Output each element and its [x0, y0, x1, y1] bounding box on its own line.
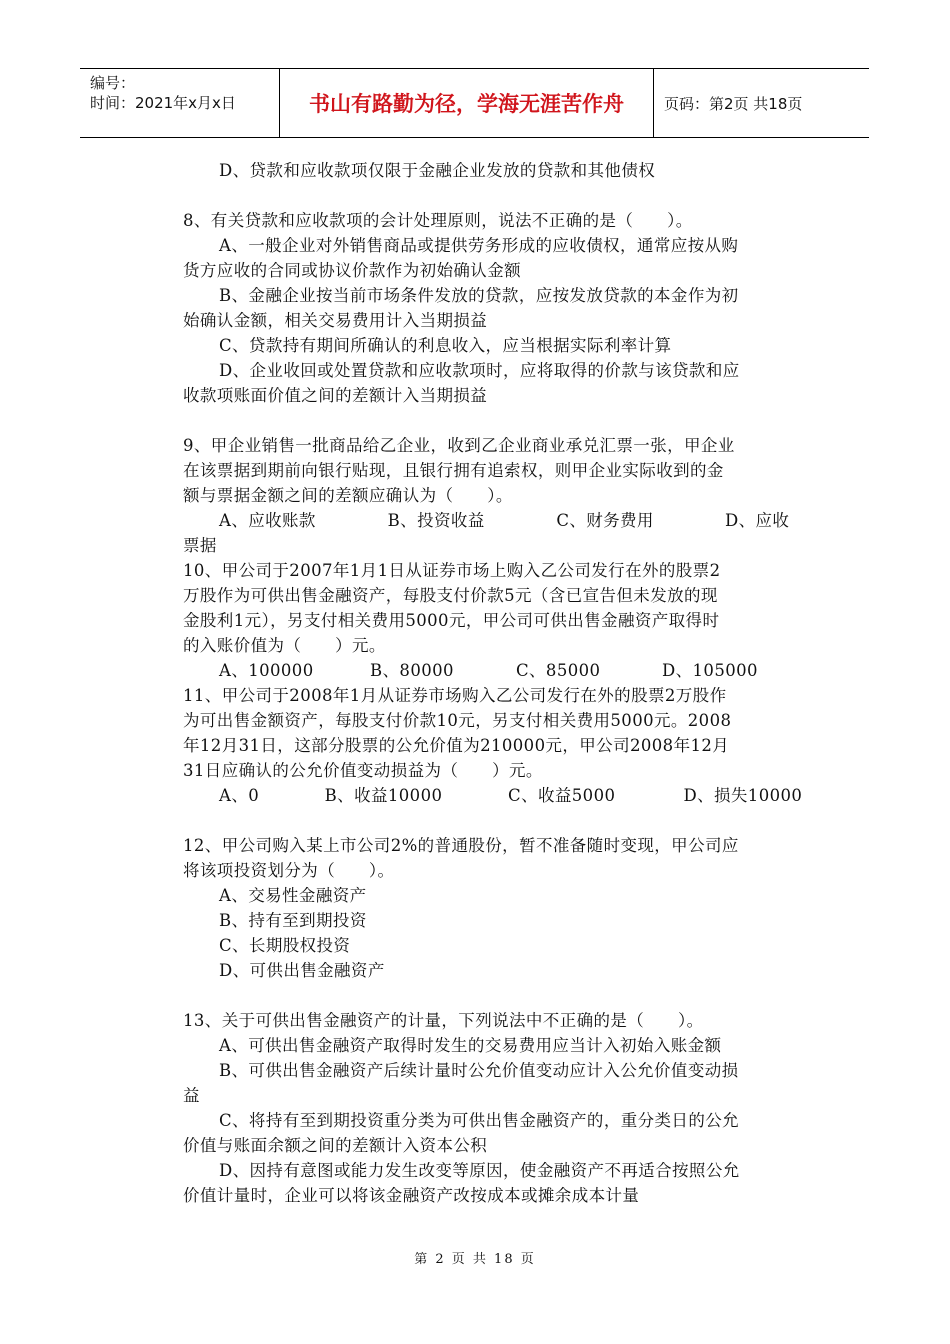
text-line: B、持有至到期投资 — [219, 911, 367, 930]
text-line: C、将持有至到期投资重分类为可供出售金融资产的，重分类日的公允 — [219, 1111, 740, 1130]
text-line: B、可供出售金融资产后续计量时公允价值变动应计入公允价值变动损 — [219, 1061, 739, 1080]
text-line: 始确认金额，相关交易费用计入当期损益 — [183, 311, 488, 330]
answer-option: D、105000 — [662, 661, 758, 680]
text-line: D、可供出售金融资产 — [219, 961, 385, 980]
text-line: 31日应确认的公允价值变动损益为（ ）元。 — [183, 761, 543, 780]
blank-line — [183, 808, 823, 833]
text-line: D、企业收回或处置贷款和应收款项时，应将取得的价款与该贷款和应 — [219, 361, 740, 380]
header-page-number: 页码：第2页 共18页 — [664, 94, 803, 113]
answer-option: B、80000 — [370, 661, 454, 680]
text-line: 在该票据到期前向银行贴现，且银行拥有追索权，则甲企业实际收到的金 — [183, 461, 724, 480]
answer-options-row — [183, 508, 823, 533]
document-body — [183, 158, 823, 1208]
text-line: 货方应收的合同或协议价款作为初始确认金额 — [183, 261, 521, 280]
answer-option: C、收益5000 — [508, 786, 616, 805]
text-line: D、因持有意图或能力发生改变等原因，使金融资产不再适合按照公允 — [219, 1161, 740, 1180]
page-header — [80, 68, 869, 138]
text-line: 10、甲公司于2007年1月1日从证券市场上购入乙公司发行在外的股票2 — [183, 561, 721, 580]
answer-option: C、财务费用 — [556, 511, 654, 530]
text-line: 8、有关贷款和应收款项的会计处理原则，说法不正确的是（ ）。 — [183, 211, 693, 230]
text-line: 的入账价值为（ ）元。 — [183, 636, 386, 655]
text-line: B、金融企业按当前市场条件发放的贷款，应按发放贷款的本金作为初 — [219, 286, 739, 305]
answer-option: B、投资收益 — [387, 511, 485, 530]
text-line: C、长期股权投资 — [219, 936, 351, 955]
document-number-label: 编号： — [90, 74, 136, 92]
page-footer: 第 2 页 共 18 页 — [414, 1252, 536, 1267]
answer-option: A、应收账款 — [219, 511, 316, 530]
text-line: A、一般企业对外销售商品或提供劳务形成的应收债权，通常应按从购 — [219, 236, 739, 255]
text-line: 为可出售金额资产，每股支付价款10元，另支付相关费用5000元。2008 — [183, 711, 732, 730]
text-line: 12、甲公司购入某上市公司2%的普通股份，暂不准备随时变现，甲公司应 — [183, 836, 739, 855]
text-line: 额与票据金额之间的差额应确认为（ ）。 — [183, 486, 513, 505]
text-line: 票据 — [183, 536, 217, 555]
answer-option: C、85000 — [516, 661, 601, 680]
answer-options-row — [183, 658, 823, 683]
document-time-label: 时间：2021年x月x日 — [90, 94, 236, 112]
blank-line — [183, 983, 823, 1008]
text-line: 9、甲企业销售一批商品给乙企业，收到乙企业商业承兑汇票一张，甲企业 — [183, 436, 735, 455]
answer-option: D、损失10000 — [683, 786, 803, 805]
answer-option: B、收益10000 — [324, 786, 443, 805]
text-line: 收款项账面价值之间的差额计入当期损益 — [183, 386, 488, 405]
text-line: 价值与账面余额之间的差额计入资本公积 — [183, 1136, 488, 1155]
text-line: 万股作为可供出售金融资产，每股支付价款5元（含已宣告但未发放的现 — [183, 586, 718, 605]
text-line: D、贷款和应收款项仅限于金融企业发放的贷款和其他债权 — [219, 161, 656, 180]
answer-option: A、0 — [219, 786, 260, 805]
blank-line — [183, 408, 823, 433]
header-motto: 书山有路勤为径，学海无涯苦作舟 — [280, 69, 654, 137]
text-line: 13、关于可供出售金融资产的计量，下列说法中不正确的是（ ）。 — [183, 1011, 704, 1030]
text-line: 11、甲公司于2008年1月从证券市场购入乙公司发行在外的股票2万股作 — [183, 686, 727, 705]
text-line: 年12月31日，这部分股票的公允价值为210000元，甲公司2008年12月 — [183, 736, 730, 755]
text-line: C、贷款持有期间所确认的利息收入，应当根据实际利率计算 — [219, 336, 672, 355]
blank-line — [183, 183, 823, 208]
answer-option: A、100000 — [219, 661, 314, 680]
text-line: 金股利1元），另支付相关费用5000元，甲公司可供出售金融资产取得时 — [183, 611, 720, 630]
text-line: 价值计量时，企业可以将该金融资产改按成本或摊余成本计量 — [183, 1186, 640, 1205]
answer-option: D、应收 — [724, 511, 790, 530]
text-line: 将该项投资划分为（ ）。 — [183, 861, 395, 880]
text-line: A、交易性金融资产 — [219, 886, 367, 905]
header-info-cell — [80, 69, 280, 137]
answer-options-row — [183, 783, 823, 808]
text-line: A、可供出售金融资产取得时发生的交易费用应当计入初始入账金额 — [219, 1036, 722, 1055]
text-line: 益 — [183, 1086, 200, 1105]
